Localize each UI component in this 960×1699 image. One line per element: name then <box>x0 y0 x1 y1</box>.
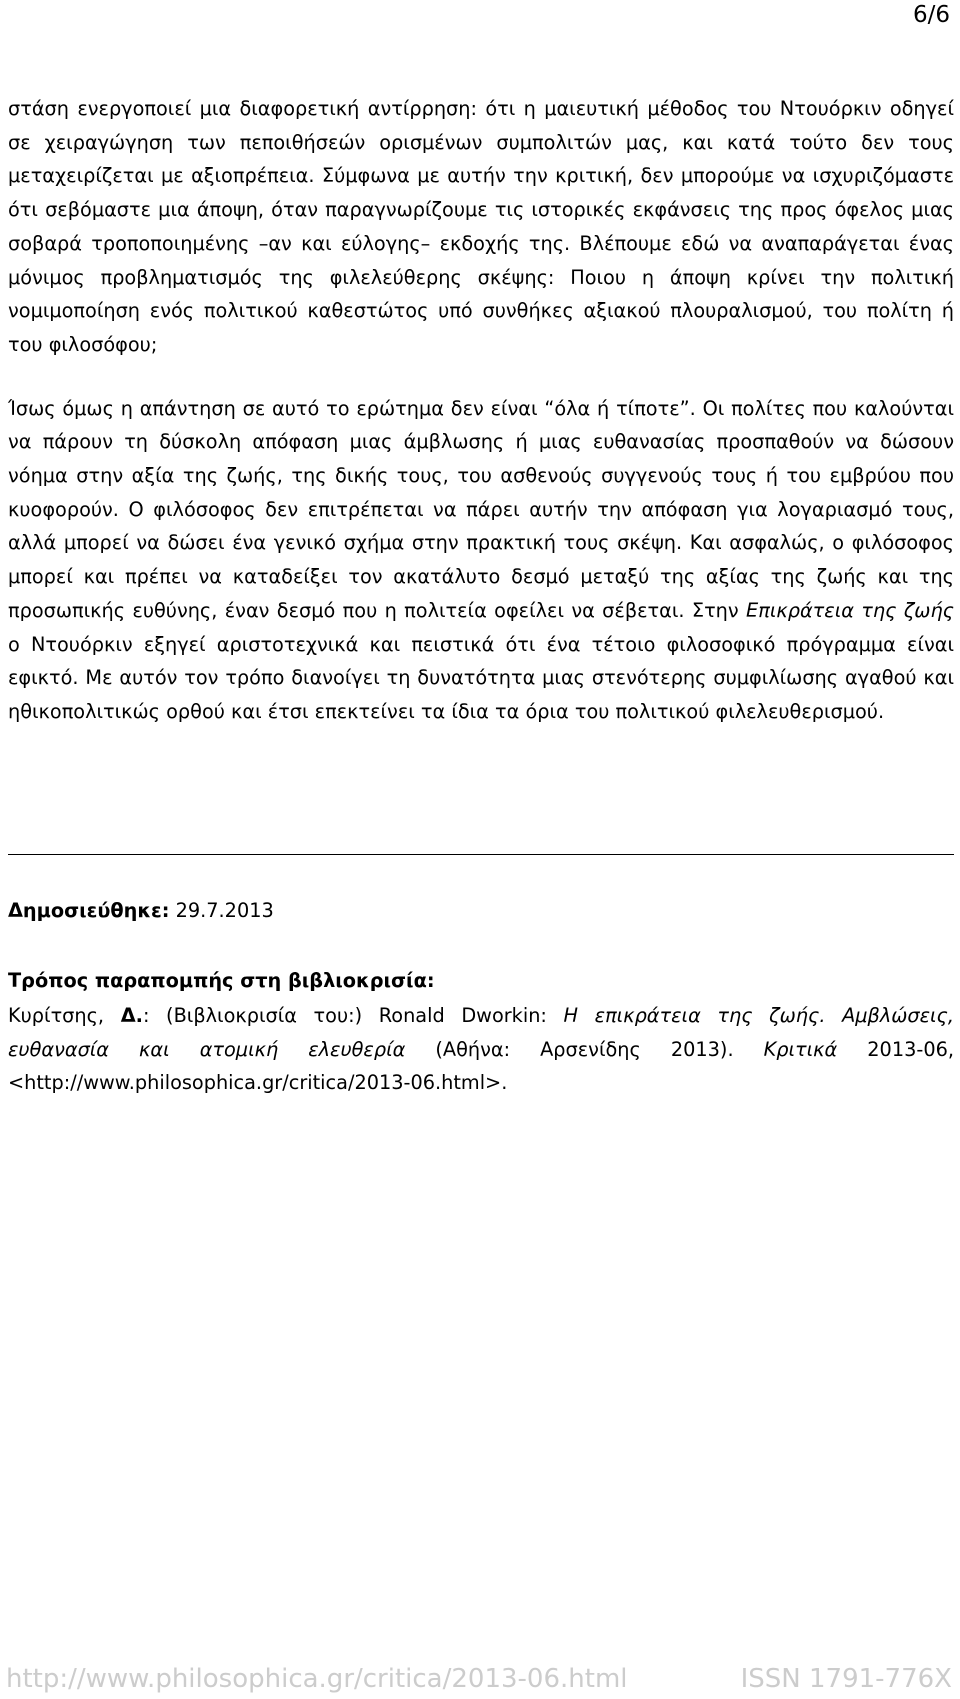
citation-text-3[interactable]: 2013-06, <http://www.philosophica.gr/critica/2013-06.html>. <box>8 1037 954 1095</box>
footer-url-link[interactable]: http://www.philosophica.gr/critica/2013-06.html <box>6 1664 628 1694</box>
paragraph-2-part-1: Ίσως όμως η απάντηση σε αυτό το ερώτημα δεν είναι “όλα ή τίποτε”. Οι πολίτες που καλούνται να πάρουν τη δύσκολη απόφαση μιας άμβλωσης ή μιας ευθανασίας προσπαθούν να δώσουν νόημα στην αξία της ζωής, της δικής τους, του ασθενούς συγγενούς τους ή του εμβρύου που κυοφορούν. Ο φιλόσοφος δεν επιτρέπεται να πάρει αυτήν την απόφαση για λογαριασμό τους, αλλά μπορεί να δώσει ένα γενικό σχήμα στην πρακτική τους σκέψη. Και ασφαλώς, ο φιλόσοφος μπορεί και πρέπει να καταδείξει τον ακατάλυτο δεσμό μεταξύ της αξίας της ζωής και της προσωπικής ευθύνης, έναν δεσμό που η πολιτεία οφείλει να σέβεται. Στην <box>8 396 954 622</box>
article-body <box>8 92 954 729</box>
citation-book-title: Η επικράτεια της ζωής. Αμβλώσεις, ευθανασία και ατομική ελευθερία <box>8 1004 955 1061</box>
book-title-italic: Επικράτεια της ζωής <box>746 598 954 622</box>
page-number: 6/6 <box>912 2 950 28</box>
citation-text-2: (Αθήνα: Αρσενίδης 2013). <box>405 1037 764 1061</box>
published-label: Δημοσιεύθηκε: <box>8 899 170 922</box>
citation-author-prefix: Κυρίτσης, <box>8 1004 121 1027</box>
published-line <box>8 897 274 925</box>
paragraph-2-part-2: ο Ντουόρκιν εξηγεί αριστοτεχνικά και πειστικά ότι ένα τέτοιο φιλοσοφικό πρόγραμμα είναι εφικτό. Με αυτόν τον τρόπο διανοίγει τη δυνατότητα μιας στενότερης συμφιλίωσης αγαθού και ηθικοπολιτικώς ορθού και έτσι επεκτείνει τα ίδια τα όρια του πολιτικού φιλελευθερισμού. <box>8 632 954 723</box>
paragraph-2 <box>8 392 954 729</box>
horizontal-rule <box>8 854 954 855</box>
paragraph-1: στάση ενεργοποιεί μια διαφορετική αντίρρηση: ότι η μαιευτική μέθοδος του Ντουόρκιν οδηγεί σε χειραγώγηση των πεποιθήσεών ορισμένων συμπολιτών μας, και κατά τούτο δεν τους μεταχειρίζεται με αξιοπρέπεια. Σύμφωνα με αυτήν την κριτική, δεν μπορούμε να ισχυριζόμαστε ότι σεβόμαστε μια άποψη, όταν παραγνωρίζουμε τις ιστορικές εκφάνσεις της προς όφελος μιας σοβαρά τροποποιημένης –αν και εύλογης– εκδοχής της. Βλέπουμε εδώ να αναπαράγεται ένας μόνιμος προβληματισμός της φιλελεύθερης σκέψης: Ποιου η άποψη κρίνει την πολιτική νομιμοποίηση ενός πολιτικού καθεστώτος υπό συνθήκες αξιακού πλουραλισμού, του πολίτη ή του φιλοσόφου; <box>8 97 954 356</box>
published-date: 29.7.2013 <box>175 899 274 922</box>
citation-author-initial: Δ. <box>120 1004 143 1027</box>
citation-heading: Τρόπος παραπομπής στη βιβλιοκρισία: <box>8 969 435 992</box>
citation-text <box>8 999 954 1100</box>
citation-journal: Κριτικά <box>763 1037 838 1061</box>
citation-text-1: : (Βιβλιοκρισία του:) Ronald Dworkin: <box>142 1004 564 1027</box>
footer-issn: ISSN 1791-776X <box>740 1664 952 1694</box>
